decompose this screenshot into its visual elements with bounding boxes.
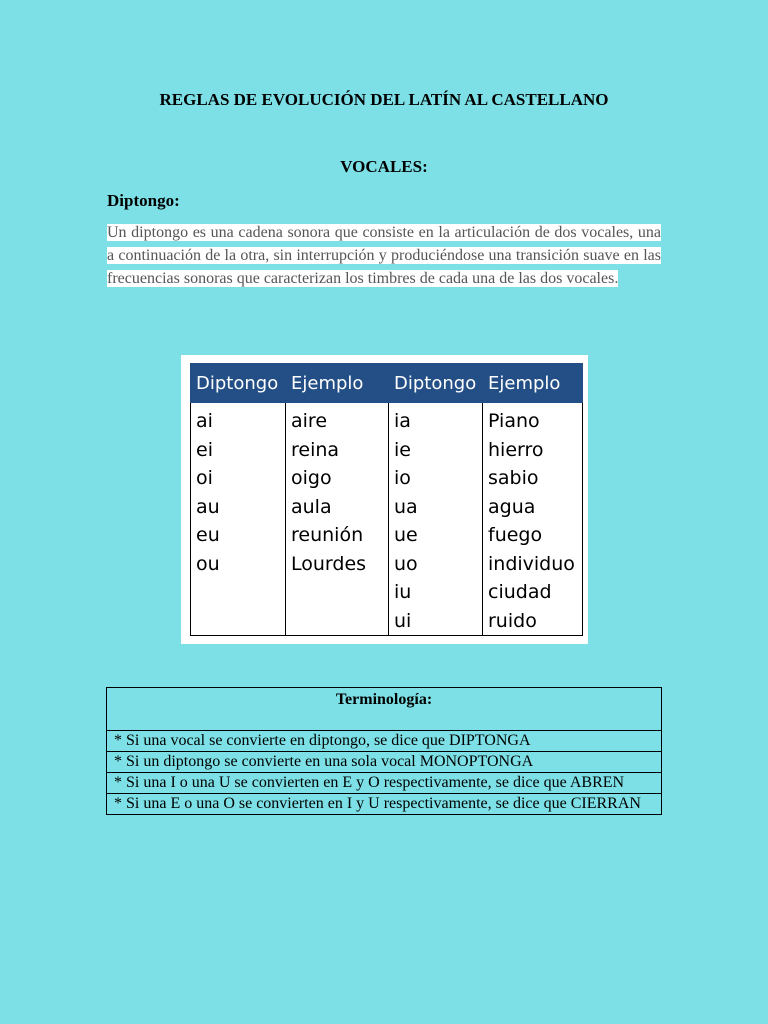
cell-ejemplo: fuego: [488, 524, 543, 546]
cell-diptongo: ue: [394, 524, 418, 546]
document-title: REGLAS DE EVOLUCIÓN DEL LATÍN AL CASTELLANO: [159, 90, 609, 109]
terminology-item: * Si un diptongo se convierte en una sola vocal MONOPTONGA: [107, 752, 662, 773]
header-ejemplo-2: Ejemplo: [483, 364, 583, 403]
cell-ejemplo: sabio: [488, 467, 539, 489]
cell-diptongo: iu: [394, 581, 412, 603]
subheading-diptongo: Diptongo:: [107, 191, 180, 210]
terminology-row: [107, 731, 662, 752]
cell-diptongo: ie: [394, 438, 411, 461]
terminology-heading: Terminología:: [107, 688, 662, 731]
cell-diptongo: uo: [394, 552, 418, 575]
terminology-header-row: [107, 688, 662, 731]
terminology-item: * Si una E o una O se convierten en I y U respectivamente, se dice que CIERRAN: [107, 794, 662, 815]
cell-diptongo: ou: [196, 552, 220, 575]
cell-ejemplo: ciudad: [488, 581, 552, 603]
cell-ejemplo: reunión: [291, 524, 364, 546]
cell-diptongo: io: [394, 467, 411, 489]
terminology-row: [107, 773, 662, 794]
terminology-row: [107, 752, 662, 773]
diphthong-table: [190, 363, 583, 636]
diphthong-table-image: [181, 355, 588, 644]
terminology-item: * Si una I o una U se convierten en E y O respectivamente, se dice que ABREN: [107, 773, 662, 794]
header-ejemplo-1: Ejemplo: [286, 364, 389, 403]
cell-diptongo: ai: [196, 410, 213, 432]
terminology-item: * Si una vocal se convierte en diptongo, se dice que DIPTONGA: [107, 731, 662, 752]
cell-diptongo: ia: [394, 410, 411, 432]
definition-paragraph: [107, 221, 661, 290]
cell-diptongo: eu: [196, 524, 220, 546]
column-ejemplo-1: [286, 403, 389, 636]
header-diptongo-2: Diptongo: [389, 364, 483, 403]
column-ejemplo-2: [483, 403, 583, 636]
diphthong-table-header-row: [191, 364, 583, 403]
cell-ejemplo: oigo: [291, 467, 332, 489]
terminology-row: [107, 794, 662, 815]
cell-ejemplo: aula: [291, 495, 332, 518]
cell-diptongo: oi: [196, 467, 213, 489]
cell-diptongo: au: [196, 495, 220, 518]
section-heading: VOCALES:: [340, 157, 428, 176]
cell-ejemplo: reina: [291, 438, 340, 461]
cell-diptongo: ui: [394, 609, 412, 632]
cell-ejemplo: Piano: [488, 410, 540, 432]
cell-ejemplo: ruido: [488, 609, 537, 632]
cell-diptongo: ua: [394, 495, 418, 518]
definition-text: Un diptongo es una cadena sonora que consiste en la articulación de dos vocales, una a continuación de la otra, sin interrupción y produciéndose una transición suave en las frecuencias sonoras que caracterizan los timbres de cada una de las dos vocales.: [107, 224, 661, 287]
cell-diptongo: ei: [196, 438, 213, 461]
column-diptongo-2: [389, 403, 483, 636]
cell-ejemplo: agua: [488, 495, 536, 518]
header-diptongo-1: Diptongo: [191, 364, 286, 403]
cell-ejemplo: Lourdes: [291, 552, 367, 575]
cell-ejemplo: individuo: [488, 552, 575, 575]
cell-ejemplo: hierro: [488, 438, 544, 461]
column-diptongo-1: [191, 403, 286, 636]
diphthong-table-body-row: [191, 403, 583, 636]
terminology-table: [106, 687, 662, 815]
cell-ejemplo: aire: [291, 410, 328, 432]
